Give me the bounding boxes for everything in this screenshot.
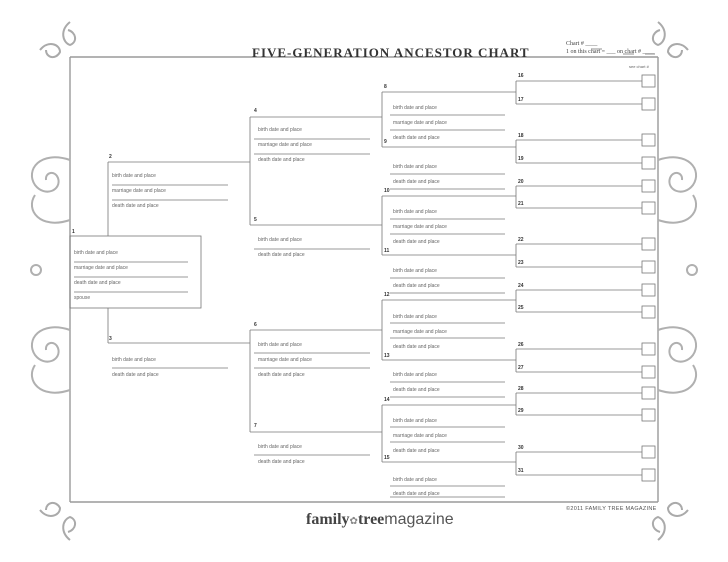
p3-death-label: death date and place [112,372,159,378]
person-number-7: 7 [254,423,257,429]
p1-marriage-label: marriage date and place [74,265,128,271]
person-number-24: 24 [518,283,524,289]
p14-birth-label: birth date and place [393,418,437,424]
person-number-20: 20 [518,179,524,185]
person-number-13: 13 [384,353,390,359]
p15-death-label: death date and place [393,491,440,497]
p6-birth-label: birth date and place [258,342,302,348]
p10-marriage-label: marriage date and place [393,224,447,230]
p13-birth-label: birth date and place [393,372,437,378]
person-number-9: 9 [384,139,387,145]
p6-death-label: death date and place [258,372,305,378]
p3-birth-label: birth date and place [112,357,156,363]
p4-birth-label: birth date and place [258,127,302,133]
p4-death-label: death date and place [258,157,305,163]
brand-magazine: magazine [384,511,454,528]
brand-family: family [306,511,350,528]
person-number-11: 11 [384,248,390,254]
chart-number-label: Chart # ____ [566,41,598,47]
person-number-14: 14 [384,397,390,403]
person-number-1: 1 [72,229,75,235]
p2-birth-label: birth date and place [112,173,156,179]
person-number-29: 29 [518,408,524,414]
brand-logo [306,511,454,529]
p10-death-label: death date and place [393,239,440,245]
person-number-21: 21 [518,201,524,207]
p2-marriage-label: marriage date and place [112,188,166,194]
person-number-22: 22 [518,237,524,243]
p2-death-label: death date and place [112,203,159,209]
copyright-notice: ©2011 FAMILY TREE MAGAZINE [566,506,657,512]
person-number-28: 28 [518,386,524,392]
person-number-2: 2 [109,154,112,160]
leaf-icon: ✿ [349,516,358,527]
p14-death-label: death date and place [393,448,440,454]
p8-birth-label: birth date and place [393,105,437,111]
person-number-8: 8 [384,84,387,90]
corner-ornament-icon [40,22,688,540]
person-number-19: 19 [518,156,524,162]
person-number-16: 16 [518,73,524,79]
person-number-27: 27 [518,365,524,371]
p11-birth-label: birth date and place [393,268,437,274]
p8-marriage-label: marriage date and place [393,120,447,126]
p5-birth-label: birth date and place [258,237,302,243]
person-number-17: 17 [518,97,524,103]
p13-death-label: death date and place [393,387,440,393]
person-number-18: 18 [518,133,524,139]
p15-birth-label: birth date and place [393,477,437,483]
p8-death-label: death date and place [393,135,440,141]
p12-marriage-label: marriage date and place [393,329,447,335]
person-number-25: 25 [518,305,524,311]
person-number-3: 3 [109,336,112,342]
p1-spouse-label: spouse [74,295,91,301]
person-number-12: 12 [384,292,390,298]
person-number-30: 30 [518,445,524,451]
p14-marriage-label: marriage date and place [393,433,447,439]
p9-death-label: death date and place [393,179,440,185]
p10-birth-label: birth date and place [393,209,437,215]
p9-birth-label: birth date and place [393,164,437,170]
p11-death-label: death date and place [393,283,440,289]
person-number-31: 31 [518,468,524,474]
person-number-6: 6 [254,322,257,328]
person-number-10: 10 [384,188,390,194]
p4-marriage-label: marriage date and place [258,142,312,148]
p7-birth-label: birth date and place [258,444,302,450]
p7-death-label: death date and place [258,459,305,465]
person-number-5: 5 [254,217,257,223]
p12-death-label: death date and place [393,344,440,350]
person-number-4: 4 [254,108,257,114]
p5-death-label: death date and place [258,252,305,258]
p1-death-label: death date and place [74,280,121,286]
person-number-26: 26 [518,342,524,348]
see-chart-label: see chart # [629,64,649,69]
p12-birth-label: birth date and place [393,314,437,320]
chart-title: FIVE-GENERATION ANCESTOR CHART [252,45,530,60]
person-number-15: 15 [384,455,390,461]
person-number-23: 23 [518,260,524,266]
p1-birth-label: birth date and place [74,250,118,256]
p6-marriage-label: marriage date and place [258,357,312,363]
continuation-label: 1 on this chart = ___ on chart # ____ [566,49,655,55]
brand-tree: tree [357,511,385,528]
